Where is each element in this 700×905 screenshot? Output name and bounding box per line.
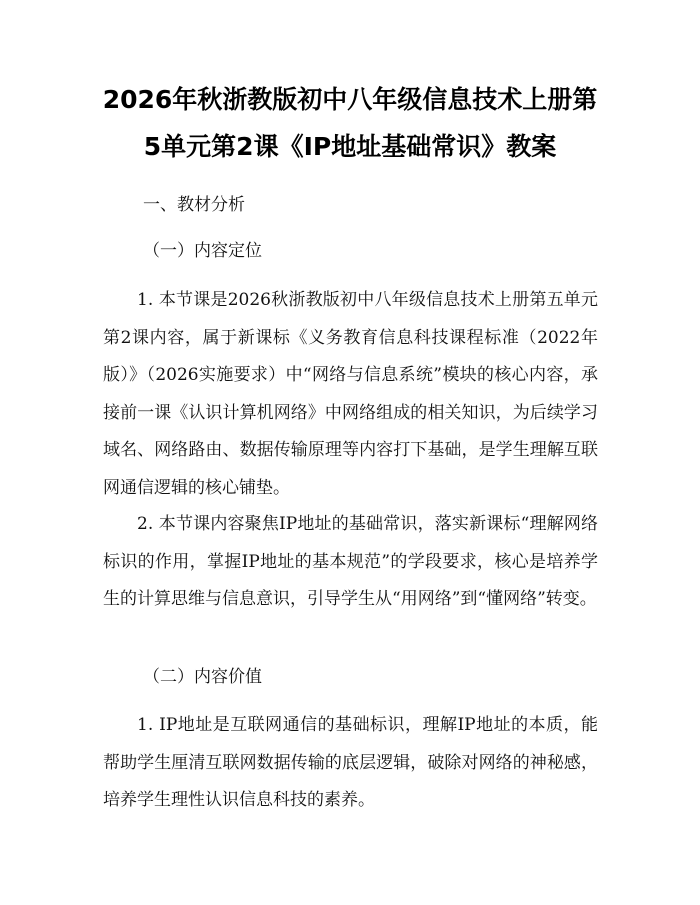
paragraph-value-1: 1. IP地址是互联网通信的基础标识，理解IP地址的本质，能帮助学生厘清互联网数据传输的底层逻辑，破除对网络的神秘感，培养学生理性认识信息科技的素养。: [103, 715, 598, 811]
document-title-line1: 2026年秋浙教版初中八年级信息技术上册第: [102, 85, 598, 114]
subsection-heading-value: （二）内容价值: [143, 667, 262, 687]
paragraph-positioning-1: 1. 本节课是2026秋浙教版初中八年级信息技术上册第五单元第2课内容，属于新课标《义务教育信息科技课程标准（2022年版）》（2026实施要求）中“网络与信息系统”模块的核心内容，承接前一课《认识计算机网络》中网络组成的相关知识，为后续学习域名、网络路由、数据传输原理等内容打下基础，是学生理解互联网通信逻辑的核心铺垫。: [103, 290, 598, 498]
subsection-heading-positioning: （一）内容定位: [143, 241, 262, 261]
paragraph-positioning-2: 2. 本节课内容聚焦IP地址的基础常识，落实新课标“理解网络标识的作用，掌握IP地址的基本规范”的学段要求，核心是培养学生的计算思维与信息意识，引导学生从“用网络”到“懂网络”转变。: [103, 514, 598, 610]
document-title-line2: 5单元第2课《IP地址基础常识》教案: [143, 132, 557, 161]
section-heading-analysis: 一、教材分析: [143, 195, 245, 215]
